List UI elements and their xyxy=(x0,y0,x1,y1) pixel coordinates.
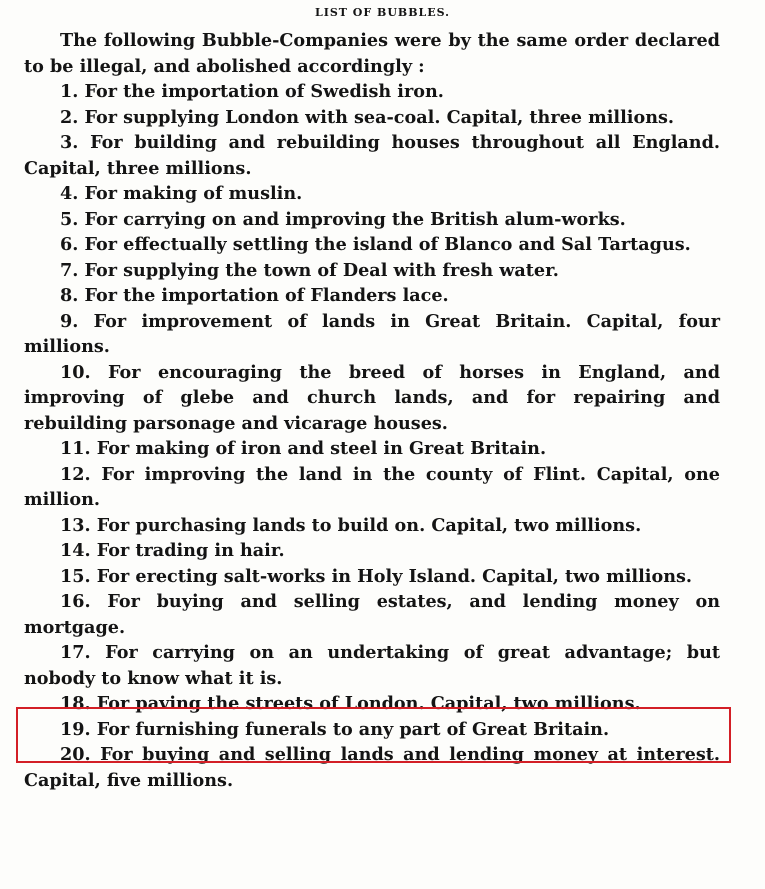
list-item: 5. For carrying on and improving the British alum-works. xyxy=(60,208,626,230)
list-item: 12. For improving the land in the county of Flint. Capital, one million. xyxy=(24,463,720,510)
list-item-highlighted: 17. For carrying on an undertaking of great advantage; but nobody to know what it is. xyxy=(24,642,720,689)
list-item: 16. For buying and selling estates, and lending money on mortgage. xyxy=(24,591,720,638)
list-item: 8. For the importation of Flanders lace. xyxy=(60,285,449,306)
list-item: 10. For encouraging the breed of horses in England, and improving of glebe and church lands, and for repairing and rebuilding parsonage and vicarage houses. xyxy=(24,361,720,434)
list-item: 4. For making of muslin. xyxy=(60,183,303,204)
list-item: 1. For the importation of Swedish iron. xyxy=(60,81,444,102)
list-item: 15. For erecting salt-works in Holy Island. Capital, two millions. xyxy=(60,565,693,587)
list-item: 18. For paving the streets of London. Capital, two millions. xyxy=(60,693,641,714)
intro-paragraph: The following Bubble-Companies were by the same order declared to be illegal, and abolished accordingly : xyxy=(24,30,720,77)
list-item: 14. For trading in hair. xyxy=(60,540,285,561)
document-body xyxy=(24,28,720,793)
list-item: 2. For supplying London with sea-coal. Capital, three millions. xyxy=(60,106,675,128)
list-item: 6. For effectually settling the island of Blanco and Sal Tartagus. xyxy=(60,234,691,255)
list-item: 3. For building and rebuilding houses throughout all England. Capital, three millions. xyxy=(24,132,720,179)
list-item: 9. For improvement of lands in Great Britain. Capital, four millions. xyxy=(24,310,720,357)
list-item: 7. For supplying the town of Deal with fresh water. xyxy=(60,259,559,281)
list-item: 13. For purchasing lands to build on. Capital, two millions. xyxy=(60,514,642,536)
list-item: 11. For making of iron and steel in Great Britain. xyxy=(60,438,547,459)
page-header: LIST OF BUBBLES. xyxy=(314,6,451,19)
list-item: 20. For buying and selling lands and lending money at interest. Capital, five millions. xyxy=(24,744,720,791)
list-item: 19. For furnishing funerals to any part of Great Britain. xyxy=(60,718,610,740)
